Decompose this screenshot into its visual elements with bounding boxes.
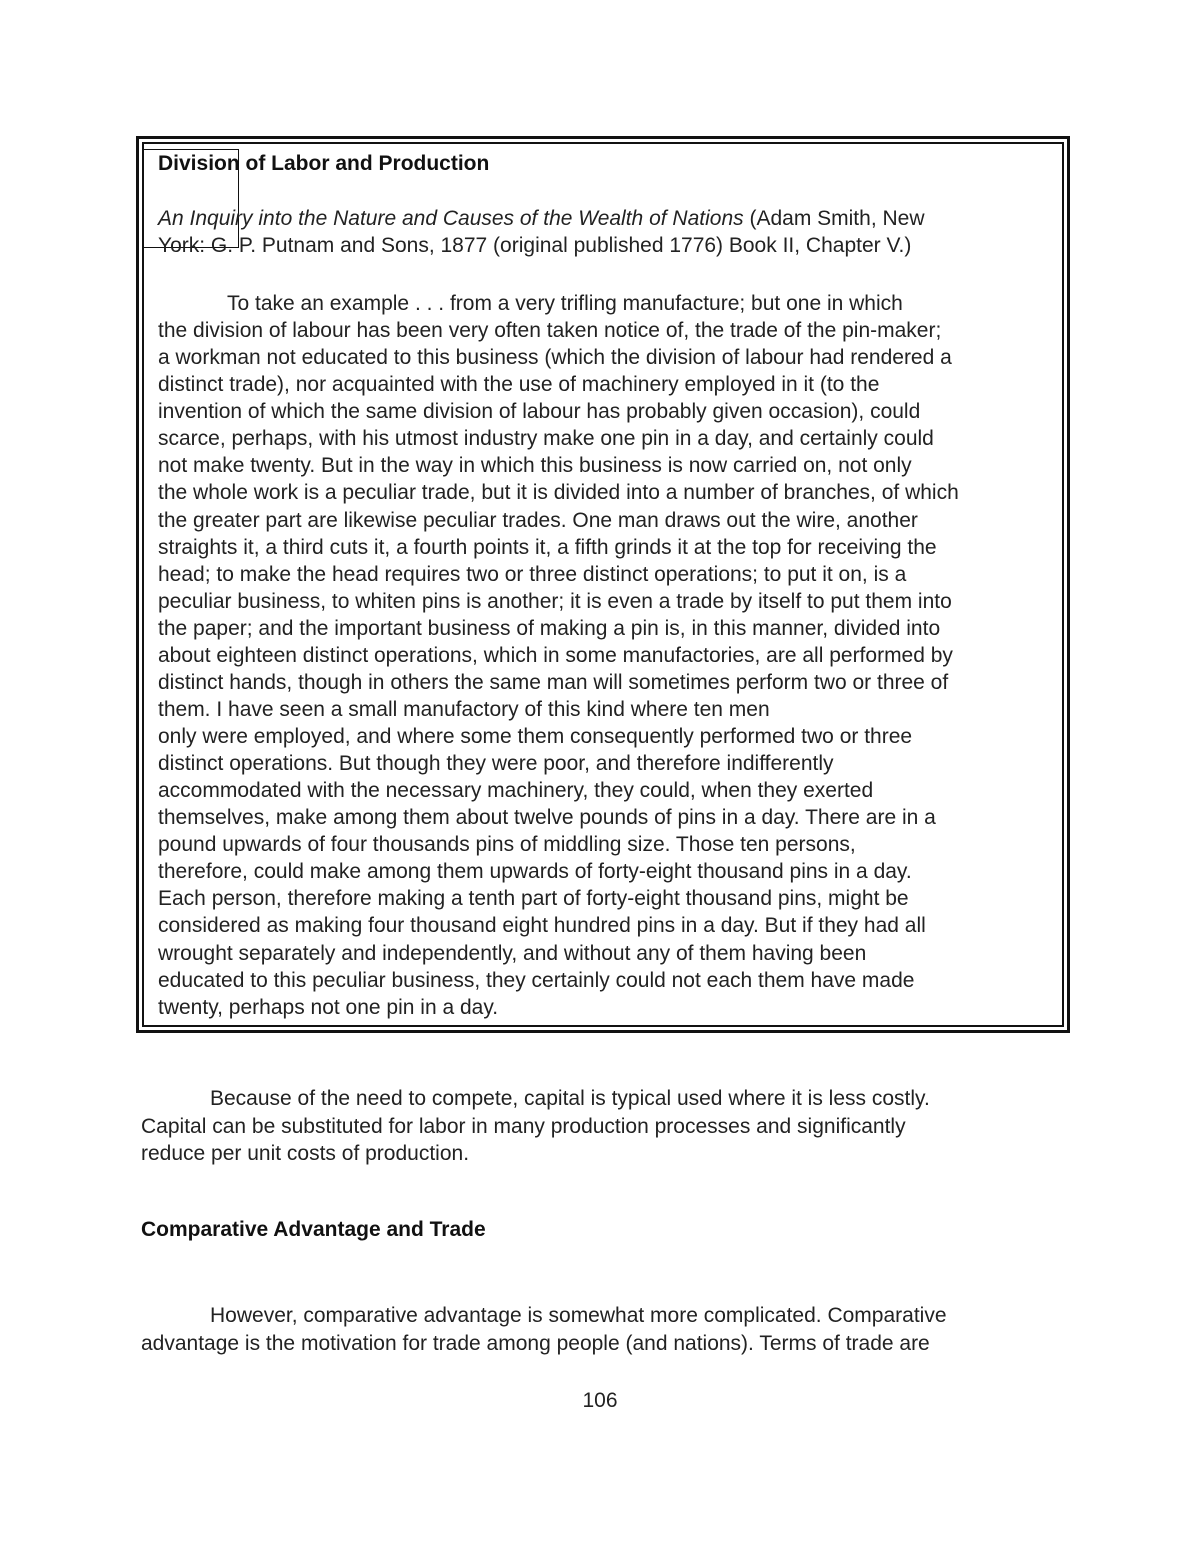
excerpt-line: invention of which the same division of labour has probably given occasion), could	[158, 400, 921, 424]
excerpt-line: considered as making four thousand eight hundred pins in a day. But if they had all	[158, 914, 926, 938]
section-heading: Comparative Advantage and Trade	[141, 1218, 486, 1241]
paragraph-line: advantage is the motivation for trade among people (and nations). Terms of trade are	[141, 1331, 930, 1355]
excerpt-line: educated to this peculiar business, they certainly could not each them have made	[158, 968, 915, 992]
excerpt-line: straights it, a third cuts it, a fourth points it, a fifth grinds it at the top for receiving the	[158, 535, 937, 559]
paragraph-line: Because of the need to compete, capital is typical used where it is less costly.	[210, 1087, 930, 1110]
excerpt-line: Each person, therefore making a tenth part of forty-eight thousand pins, might be	[158, 887, 909, 911]
excerpt-line: them. I have seen a small manufactory of this kind where ten men	[158, 697, 770, 721]
excerpt-line: only were employed, and where some them consequently performed two or three	[158, 725, 913, 748]
excerpt-line: twenty, perhaps not one pin in a day.	[158, 995, 499, 1019]
excerpt-line: themselves, make among them about twelve pounds of pins in a day. There are in a	[158, 806, 936, 830]
excerpt-line: peculiar business, to whiten pins is another; it is even a trade by itself to put them into	[158, 589, 952, 613]
excerpt-line: the division of labour has been very often taken notice of, the trade of the pin-maker;	[158, 319, 942, 343]
excerpt-line: a workman not educated to this business (which the division of labour had rendered a	[158, 346, 952, 370]
excerpt-line: therefore, could make among them upwards of forty-eight thousand pins in a day.	[158, 860, 912, 884]
excerpt-line: the whole work is a peculiar trade, but it is divided into a number of branches, of which	[158, 481, 959, 505]
excerpt-line: the greater part are likewise peculiar trades. One man draws out the wire, another	[158, 508, 918, 532]
paragraph-line: However, comparative advantage is somewhat more complicated. Comparative	[210, 1304, 947, 1327]
paragraph-capital	[141, 1085, 1061, 1168]
excerpt-line: the paper; and the important business of making a pin is, in this manner, divided into	[158, 616, 941, 640]
paragraph-comparative-advantage	[141, 1302, 1061, 1357]
excerpt-line: To take an example . . . from a very trifling manufacture; but one in which	[227, 292, 903, 315]
paragraph-line: reduce per unit costs of production.	[141, 1142, 470, 1165]
excerpt-line: distinct trade), nor acquainted with the use of machinery employed in it (to the	[158, 373, 880, 397]
excerpt-line: head; to make the head requires two or three distinct operations; to put it on, is a	[158, 562, 907, 586]
citation-book-title: An Inquiry into the Nature and Causes of the Wealth of Nations	[158, 207, 744, 230]
excerpt-line: about eighteen distinct operations, which in some manufactories, are all performed by	[158, 643, 953, 667]
paragraph-line: Capital can be substituted for labor in many production processes and significantly	[141, 1114, 906, 1138]
excerpt-line: accommodated with the necessary machinery, they could, when they exerted	[158, 779, 874, 803]
box-heading: Division of Labor and Production	[158, 152, 490, 175]
citation	[158, 205, 1058, 259]
page-number: 106	[582, 1389, 618, 1412]
citation-publisher: York: G. P. Putnam and Sons, 1877 (original published 1776) Book II, Chapter V.)	[158, 234, 912, 257]
excerpt	[158, 290, 1058, 1021]
citation-author: (Adam Smith, New	[743, 207, 925, 230]
excerpt-line: not make twenty. But in the way in which this business is now carried on, not only	[158, 454, 912, 478]
excerpt-line: distinct operations. But though they were poor, and therefore indifferently	[158, 752, 834, 776]
excerpt-line: pound upwards of four thousands pins of middling size. Those ten persons,	[158, 833, 856, 857]
excerpt-line: scarce, perhaps, with his utmost industry make one pin in a day, and certainly could	[158, 427, 934, 451]
excerpt-line: distinct hands, though in others the same man will sometimes perform two or three of	[158, 670, 949, 694]
excerpt-line: wrought separately and independently, and without any of them having been	[158, 941, 867, 965]
